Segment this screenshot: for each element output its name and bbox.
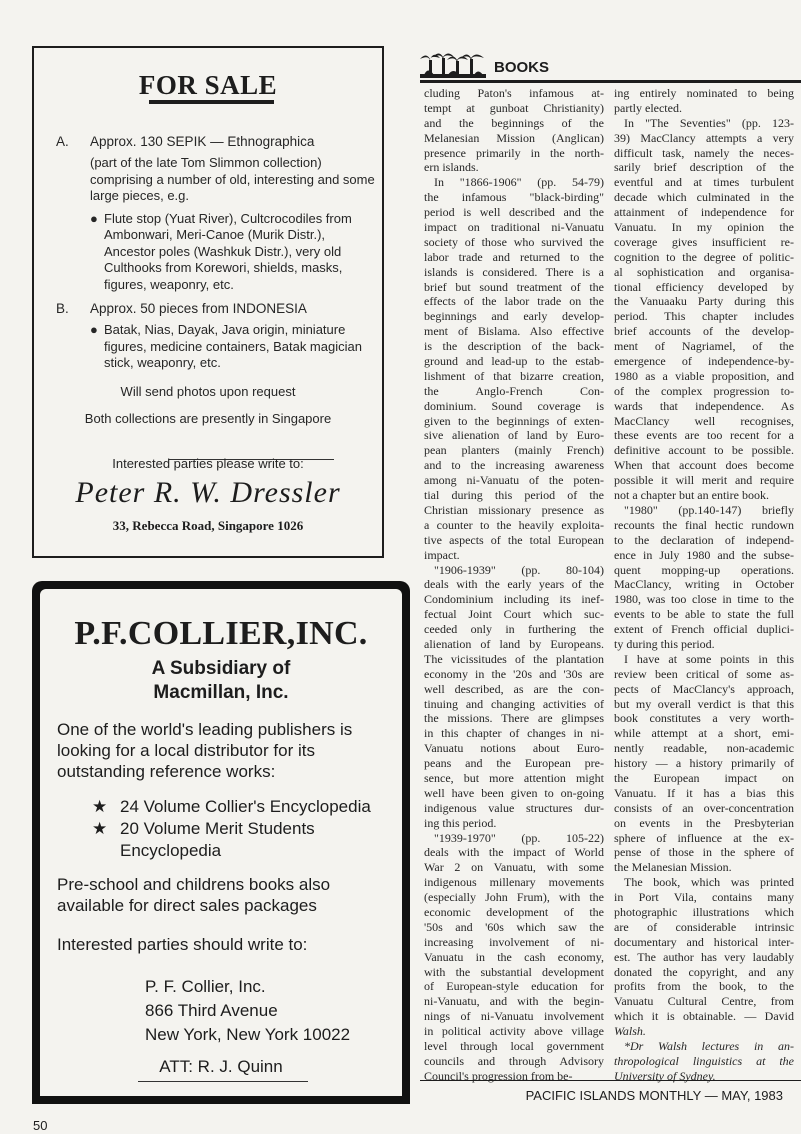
address-line: P. F. Collier, Inc. xyxy=(145,977,266,996)
article-line: the Melanesian Mission. xyxy=(614,860,732,875)
article-line: difficult task, namely the neces- xyxy=(614,145,794,160)
article-line: alienation of land by Europeans. xyxy=(424,636,604,651)
section-b xyxy=(56,301,376,372)
article-line: in Port Vila, contains many xyxy=(614,890,794,905)
article-line: a counter to the heavily exploita- xyxy=(424,517,604,532)
article-line: presence primarily in the north- xyxy=(424,145,604,160)
photos-note: Will send photos upon request xyxy=(120,384,296,399)
collier-intro: One of the world's leading publishers is looking for a local distributor for its outstanding reference works: xyxy=(57,720,353,781)
section-b-letter: B. xyxy=(56,301,69,316)
address-line: New York, New York 10022 xyxy=(145,1025,351,1044)
collier-address xyxy=(145,975,350,1047)
article-line: donated the copyright, and any xyxy=(614,964,794,979)
article-line: impact. xyxy=(424,547,460,562)
article-line: tive aspects of the total European xyxy=(424,532,604,547)
section-a-letter: A. xyxy=(56,134,69,149)
collier-name: P.F.COLLIER,INC. xyxy=(74,615,368,652)
article-line: Walsh. xyxy=(614,1024,646,1039)
article-line: book constitutes a very worth- xyxy=(614,711,794,726)
article-line: tial during this period of the xyxy=(424,488,604,503)
article-line: possible it will merit and require xyxy=(614,473,794,488)
article-line: ceeded only in furthering the xyxy=(424,622,604,637)
article-line: pects of MacClancy's approach, xyxy=(614,681,794,696)
article-line: of the complex progression to- xyxy=(614,383,794,398)
article-line: among ni-Vanuatu of the poten- xyxy=(424,473,604,488)
attention-line: ATT: R. J. Quinn xyxy=(159,1057,283,1076)
article-column-1 xyxy=(424,86,604,1084)
article-line: councils and through Advisory xyxy=(424,1053,604,1068)
article-line: sarily brief description of the xyxy=(614,160,794,175)
collier-subsidiary xyxy=(40,657,402,705)
article-line: partly elected. xyxy=(614,100,682,115)
article-line: history — a history primarily of xyxy=(614,756,794,771)
article-line: The book, which was printed xyxy=(624,875,794,890)
article-line: economy in the '20s and '30s are xyxy=(424,666,604,681)
article-line: period is well described and the xyxy=(424,205,604,220)
article-line: When that account does become xyxy=(614,458,794,473)
article-line: pean planters (mainly French) xyxy=(424,443,604,458)
article-line: attainment of independence for xyxy=(614,205,794,220)
article-line: profits from the book, to the xyxy=(614,979,794,994)
article-line: ground and lead-up to the estab- xyxy=(424,354,604,369)
article-column-2 xyxy=(614,86,794,1084)
article-line: is the description of the back- xyxy=(424,339,604,354)
signature: Peter R. W. Dressler xyxy=(75,476,341,509)
page-number: 50 xyxy=(33,1118,48,1133)
article-line: impact on traditional ni-Vanuatu xyxy=(424,220,604,235)
article-line: peans and the European pre- xyxy=(424,756,604,771)
article-line: fectual Joint Court which suc- xyxy=(424,607,604,622)
star-icon: ★ xyxy=(92,819,108,838)
article-line: thropological linguistics at the xyxy=(614,1053,794,1068)
article-line: ing this period. xyxy=(424,815,497,830)
article-line: review been critical of some as- xyxy=(614,666,794,681)
article-line: indigenous value structures dur- xyxy=(424,800,604,815)
article-line: and the beginnings of the xyxy=(424,115,604,130)
article-line: 1980 as a viable proposition, and xyxy=(614,368,794,383)
article-line: tinuing and changing activities of xyxy=(424,696,604,711)
article-line: MacClancy well recognises, xyxy=(614,413,794,428)
star-icon: ★ xyxy=(92,797,108,816)
palm-trees-logo-icon xyxy=(420,50,486,78)
list-item: 24 Volume Collier's Encyclopedia xyxy=(120,797,371,816)
article-line: well have been given to on-going xyxy=(424,785,604,800)
article-line: dominium. Sound coverage is xyxy=(424,398,604,413)
article-line: sence, but more attention might xyxy=(424,770,604,785)
article-line: ment of Bislama. Also effective xyxy=(424,324,604,339)
collier-write-note: Interested parties should write to: xyxy=(57,935,308,954)
article-line: MacClancy, writing in October xyxy=(614,577,794,592)
article-line: The vicissitudes of the plantation xyxy=(424,651,604,666)
article-line: are of considerable intrinsic xyxy=(614,919,794,934)
collier-ad xyxy=(32,581,410,1104)
preschool-note: Pre-school and childrens books also available for direct sales packages xyxy=(57,875,331,915)
article-line: but my overall verdict is that this xyxy=(614,696,794,711)
article-line: on events in the Presbyterian xyxy=(614,815,794,830)
article-line: 39) MacClancy attempts a very xyxy=(614,130,794,145)
article-line: ty during this period. xyxy=(614,636,715,651)
article-line: economic development of the xyxy=(424,904,604,919)
article-line: the missions. There are glimpses xyxy=(424,711,604,726)
article-line: sive alienation of land by Euro- xyxy=(424,428,604,443)
article-line: documentary and historical inter- xyxy=(614,934,794,949)
article-line: definitive account to be possible. xyxy=(614,443,794,458)
article-line: al sophistication and organisa- xyxy=(614,264,794,279)
article-line: the Anglo-French Con- xyxy=(424,383,604,398)
article-line: eventful and at times turbulent xyxy=(614,175,794,190)
article-line: which it is obtainable. — David xyxy=(614,1009,794,1024)
article-line: ing entirely nominated to being xyxy=(614,86,794,100)
article-line: indigenous millenary movements xyxy=(424,875,604,890)
article-line: the European impact on xyxy=(614,770,794,785)
bullet-icon: ● xyxy=(90,210,98,226)
macmillan-line: Macmillan, Inc. xyxy=(153,682,289,703)
section-a-body: (part of the late Tom Slimmon collection) comprising a number of old, interesting and some large pieces, e.g. xyxy=(90,155,375,203)
article-line: and to the increasing awareness xyxy=(424,458,604,473)
article-line: "1980" (pp.140-147) briefly xyxy=(624,502,794,517)
article-line: University of Sydney. xyxy=(614,1068,716,1083)
article-line: sphere of influence at the ex- xyxy=(614,830,794,845)
article-line: ni-Vanuatu, and with the begin- xyxy=(424,994,604,1009)
section-a-heading: Approx. 130 SEPIK — Ethnographica xyxy=(90,134,315,149)
article-line: Council's progression from be- xyxy=(424,1068,573,1083)
list-item: 20 Volume Merit Students Encyclopedia xyxy=(120,819,315,860)
article-line: level through local government xyxy=(424,1039,604,1053)
publication-footer: PACIFIC ISLANDS MONTHLY — MAY, 1983 xyxy=(525,1088,783,1103)
article-line: Vanuatu notions about Euro- xyxy=(424,741,604,756)
article-line: Vanuatu. In my opinion the xyxy=(614,220,794,235)
article-line: deals with the impact of World xyxy=(424,845,604,860)
article-line: well described, as are the con- xyxy=(424,681,604,696)
article-line: ence in July 1980 and the subse- xyxy=(614,547,794,562)
books-section-title: BOOKS xyxy=(494,59,550,76)
article-line: cognition to the degree of politic- xyxy=(614,249,794,264)
article-line: given to the beginnings of exten- xyxy=(424,413,604,428)
attention-rule xyxy=(138,1081,308,1082)
article-line: In "1866-1906" (pp. 54-79) xyxy=(434,175,604,190)
article-line: ment of Nagriamel, of the xyxy=(614,339,794,354)
article-line: of European-style education for xyxy=(424,979,604,994)
article-line: In "The Seventies" (pp. 123- xyxy=(624,115,794,130)
article-line: pense of those in the sphere of xyxy=(614,845,794,860)
article-line: quent mopping-up operations. xyxy=(614,562,794,577)
article-line: these events are too recent for a xyxy=(614,428,794,443)
article-line: brief accounts of the develop- xyxy=(614,324,794,339)
article-line: *Dr Walsh lectures in an- xyxy=(624,1039,794,1053)
section-b-heading: Approx. 50 pieces from INDONESIA xyxy=(90,301,307,316)
article-line: coverage gives insufficient re- xyxy=(614,234,794,249)
article-line: while attempt at a short, emi- xyxy=(614,726,794,741)
article-line: brief but sound treatment of the xyxy=(424,279,604,294)
article-line: ern islands. xyxy=(424,160,479,175)
article-line: with the substantial development xyxy=(424,964,604,979)
article-line: society of those who survived the xyxy=(424,234,604,249)
article-line: islands is considered. There is a xyxy=(424,264,604,279)
address-line: 866 Third Avenue xyxy=(145,1001,278,1020)
article-line: deals with the early years of the xyxy=(424,577,604,592)
article-line: tempt at gunboat Christianity) xyxy=(424,100,604,115)
article-line: events to be able to state the full xyxy=(614,607,794,622)
article-line: I have at some points in this xyxy=(624,651,794,666)
address: 33, Rebecca Road, Singapore 1026 xyxy=(112,518,304,533)
article-line: tional efficiency developed by xyxy=(614,279,794,294)
article-line: to the declaration of independ- xyxy=(614,532,794,547)
article-line: the infamous "black-birding" xyxy=(424,190,604,205)
article-line: est. The author has very laudably xyxy=(614,949,794,964)
title-rule xyxy=(149,100,274,104)
article-line: 1980, was too close in time to the xyxy=(614,592,794,607)
article-line: '50s and '60s which saw the xyxy=(424,919,604,934)
article-line: beginnings and early develop- xyxy=(424,309,604,324)
article-line: recounts the final hectic rundown xyxy=(614,517,794,532)
article-line: photographic illustrations which xyxy=(614,904,794,919)
location-note: Both collections are presently in Singapore xyxy=(84,411,332,426)
article-line: Vanuatu. If it has a bias this xyxy=(614,785,794,800)
books-header-rule xyxy=(420,80,801,83)
article-line: effects of the labor trade on the xyxy=(424,294,604,309)
article-line: nently readable, non-academic xyxy=(614,741,794,756)
article-line: extent of French official duplici- xyxy=(614,622,794,637)
article-line: War 2 on Vanuatu, with some xyxy=(424,860,604,875)
section-a-bullet: Flute stop (Yuat River), Cultcrocodiles from Ambonwari, Meri-Canoe (Murik Distr.), Ancestor poles (Washkuk Distr.), very old Culthooks from Korewori, shields, masks, figures, weaponry, etc. xyxy=(104,210,352,292)
article-line: period. This chapter includes xyxy=(614,309,794,324)
section-b-bullet: Batak, Nias, Dayak, Java origin, miniature figures, medicine containers, Batak magician stick, weaponry, etc. xyxy=(104,322,362,370)
article-line: emergence of independence-by- xyxy=(614,354,794,369)
article-line: wards that independence. As xyxy=(614,398,794,413)
article-line: Condominium including its inef- xyxy=(424,592,604,607)
for-sale-ad xyxy=(32,46,384,558)
article-line: in political activity above village xyxy=(424,1024,604,1039)
article-line: nings of ni-Vanuatu involvement xyxy=(424,1009,604,1024)
article-line: labor trade and returned to the xyxy=(424,249,604,264)
article-line: lishment of that bizarre creation, xyxy=(424,368,604,383)
footer-rule xyxy=(420,1080,801,1081)
for-sale-title: FOR SALE xyxy=(138,70,278,100)
article-line: in this chapter of changes in ni- xyxy=(424,726,604,741)
article-line: "1906-1939" (pp. 80-104) xyxy=(434,562,604,577)
encyclopedia-list xyxy=(92,796,402,862)
article-line: Melanesian Mission (Anglican) xyxy=(424,130,604,145)
write-note: Interested parties please write to: xyxy=(112,456,304,471)
article-line: Christian missionary presence as xyxy=(424,502,604,517)
section-a xyxy=(56,134,376,293)
article-line: (especially John Frum), with the xyxy=(424,890,604,905)
article-line: not a chapter but an entire book. xyxy=(614,488,769,503)
article-line: decade which culminated in the xyxy=(614,190,794,205)
article-line: Vanuatu in the cash economy, xyxy=(424,949,604,964)
subsidiary-line: A Subsidiary of xyxy=(151,658,291,679)
article-line: consists of an over-concentration xyxy=(614,800,794,815)
article-line: "1939-1970" (pp. 105-22) xyxy=(434,830,604,845)
article-line: increasing involvement of ni- xyxy=(424,934,604,949)
article-line: Vanuatu Cultural Centre, from xyxy=(614,994,794,1009)
article-line: cluding Paton's infamous at- xyxy=(424,86,604,100)
bullet-icon: ● xyxy=(90,322,98,337)
article-line: the Vanuaaku Party during this xyxy=(614,294,794,309)
